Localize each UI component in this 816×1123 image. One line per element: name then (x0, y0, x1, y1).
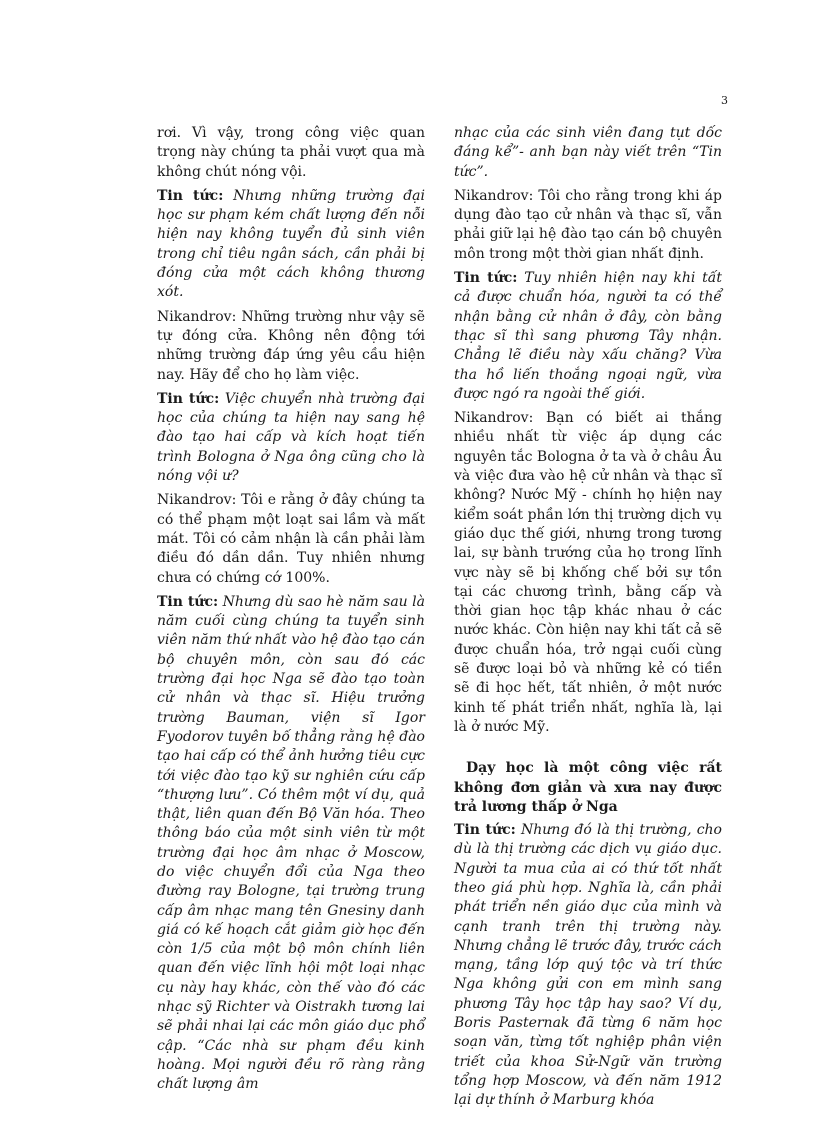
answer-paragraph (454, 409, 722, 737)
paragraph (157, 124, 425, 182)
answer-paragraph (454, 187, 722, 264)
question-text: Nhưng dù sao hè năm sau là năm cuối cùng chúng ta tuyển sinh viên năm thứ nhất vào hệ đào tạo cán bộ chuyên môn, còn sau đó các trường đại học Nga sẽ đào tạo toàn cử nhân và thạc sĩ. Hiệu trưởng trường Bauman, viện sĩ Igor Fyodorov tuyên bố thẳng rằng hệ đào tạo hai cấp có thể ảnh hưởng tiêu cực tới việc đào tạo kỹ sư nghiên cứu cấp “thượng lưu”. Có thêm một ví dụ, quả thật, liên quan đến Bộ Văn hóa. Theo thông báo của một sinh viên từ một trường đại học âm nhạc ở Moscow, do việc chuyển đổi của Nga theo đường ray Bologne, tại trường trung cấp âm nhạc mang tên Gnesiny danh giá có kế hoạch cắt giảm giờ học đến còn 1/5 của một bộ môn chính liên quan đến việc lĩnh hội một loại nhạc cụ này hay khác, còn thế vào đó các nhạc sỹ Richter và Oistrakh tương lai sẽ phải nhai lại các môn giáo dục phổ cập. “Các nhà sư phạm đều kinh hoàng. Mọi người đều rõ ràng rằng chất lượng âm (157, 593, 425, 1093)
question-paragraph (454, 269, 722, 404)
question-text: Việc chuyển nhà trường đại học của chúng ta hiện nay sang hệ đào tạo hai cấp và kích hoạt tiến trình Bologna ở Nga ông cũng cho là nóng vội ư? (157, 390, 425, 485)
question-paragraph (157, 593, 425, 1095)
speaker-label: Tin tức: (157, 593, 219, 610)
answer-text: Nikandrov: Tôi e rằng ở đây chúng ta có thể phạm một loạt sai lầm và mất mát. Tôi có cảm nhận là cần phải làm điều đó dần dần. Tuy nhiên nhưng chưa có chứng cớ 100%. (157, 492, 425, 586)
answer-text: Nikandrov: Những trường như vậy sẽ tự đóng cửa. Không nên động tới những trường đáp ứng yêu cầu hiện nay. Hãy để cho họ làm việc. (157, 308, 425, 383)
answer-text: Nikandrov: Bạn có biết ai thắng nhiều nhất từ việc áp dụng các nguyên tắc Bologna ở ta và ở châu Âu và việc đưa vào hệ cử nhân và thạc sĩ không? Nước Mỹ - chính họ hiện nay kiểm soát phần lớn thị trường dịch vụ giáo dục thế giới, nhưng trong tương lai, sự bành trướng của họ trong lĩnh vực này sẽ bị khống chế bởi sự tồn tại các chương trình, bằng cấp và thời gian học tập khác nhau ở các nước khác. Còn hiện nay khi tất cả sẽ được chuẩn hóa, trở ngại cuối cùng sẽ được loại bỏ và những kẻ có tiền sẽ đi học hết, tất nhiên, ở một nước kinh tế phát triển nhất, nghĩa là, lại là ở nước Mỹ. (454, 410, 723, 735)
answer-paragraph (157, 308, 425, 385)
paragraph-text: rơi. Vì vậy, trong công việc quan trọng này chúng ta phải vượt qua mà không chút nóng vội. (157, 125, 425, 180)
section-heading: Dạy học là một công việc rất không đơn giản và xưa nay được trả lương thấp ở Nga (454, 760, 722, 815)
question-paragraph (454, 821, 722, 1110)
speaker-label: Tin tức: (157, 390, 220, 407)
left-column (157, 124, 425, 1100)
question-text: Nhưng những trường đại học sư phạm kém chất lượng đến nỗi hiện nay không tuyển đủ sinh viên trong chỉ tiêu ngân sách, cần phải bị đóng cửa một cách không thương xót. (157, 187, 425, 301)
question-text: Tuy nhiên hiện nay khi tất cả được chuẩn hóa, người ta có thể nhận bằng cử nhân ở đây, còn bằng thạc sĩ thì sang phương Tây nhận. Chẳng lẽ điều này xấu chăng? Vừa tha hồ liến thoắng ngoại ngữ, vừa được ngó ra ngoài thế giới. (454, 270, 722, 402)
question-text: Nhưng đó là thị trường, cho dù là thị trường các dịch vụ giáo dục. Người ta mua của ai có thứ tốt nhất theo giá phù hợp. Nghĩa là, cần phải phát triển nền giáo dục của mình và cạnh tranh trên thị trường này. Nhưng chẳng lẽ trước đây, trước cách mạng, tầng lớp quý tộc và trí thức Nga không gửi con em mình sang phương Tây học tập hay sao? Ví dụ, Boris Pasternak đã từng 6 năm học soạn văn, từng tốt nghiệp phân viện triết của khoa Sử-Ngữ văn trường tổng hợp Moscow, và đến năm 1912 lại dự thính ở Marburg khóa (454, 822, 722, 1109)
answer-text: Nikandrov: Tôi cho rằng trong khi áp dụng đào tạo cử nhân và thạc sĩ, vẫn phải giữ lại hệ đào tạo cán bộ chuyên môn trong một thời gian nhất định. (454, 187, 722, 262)
speaker-label: Tin tức: (157, 187, 224, 204)
speaker-label: Tin tức: (454, 822, 516, 839)
question-text: nhạc của các sinh viên đang tụt dốc đáng kể”- anh bạn này viết trên “Tin tức”. (454, 125, 722, 180)
answer-paragraph (157, 491, 425, 587)
speaker-label: Tin tức: (454, 270, 518, 287)
question-paragraph (157, 390, 425, 486)
question-paragraph (157, 187, 425, 303)
page-number: 3 (721, 94, 728, 107)
question-paragraph (454, 124, 722, 182)
right-column (454, 124, 722, 1116)
